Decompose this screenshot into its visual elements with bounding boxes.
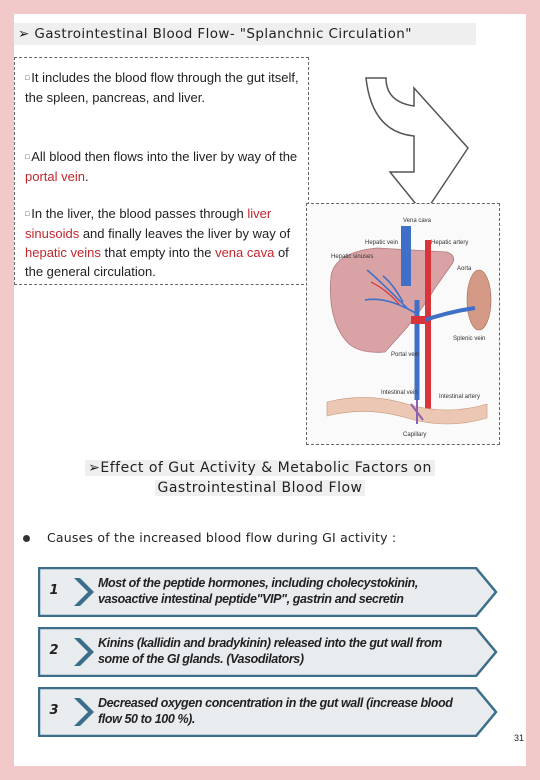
cause-number: 3 [49, 703, 59, 718]
cause-card-2 [38, 627, 498, 677]
term-hepatic-veins: hepatic veins [25, 245, 101, 261]
label-intestinal-artery: Intestinal artery [439, 394, 481, 400]
bullet-icon: □ [25, 211, 30, 219]
label-intestinal-vein: Intestinal vein [381, 390, 418, 396]
cause-number: 2 [49, 643, 59, 658]
splanchnic-circulation-figure [306, 203, 500, 445]
paragraph-2-text: All blood then flows into the liver by way of the [31, 149, 298, 164]
label-vena-cava: Vena cava [403, 218, 432, 224]
spleen-shape [467, 270, 491, 330]
paragraph-3 [25, 204, 305, 281]
cause-card-1 [38, 567, 498, 617]
term-portal-vein: portal vein [25, 169, 85, 185]
paragraph-3-text-b: and finally leaves the liver by way of [79, 226, 291, 242]
liver-circulation-diagram [307, 204, 499, 444]
paragraph-3-text-d: of the general circulation. [25, 245, 289, 280]
label-portal-vein: Portal vein [391, 352, 420, 358]
cause-card-3 [38, 687, 498, 737]
section-2-heading-line-1: ➢Effect of Gut Activity & Metabolic Factors on [85, 460, 435, 476]
label-hepatic-vein: Hepatic vein [365, 240, 399, 246]
section-2-heading-line-2: Gastrointestinal Blood Flow [155, 480, 366, 496]
causes-intro-text: Causes of the increased blood flow during GI activity : [47, 530, 397, 545]
label-hepatic-artery: Hepatic artery [431, 240, 469, 246]
bullet-dot-icon [23, 535, 30, 542]
intestine-shape [327, 397, 487, 424]
cause-text: Most of the peptide hormones, including cholecystokinin, vasoactive intestinal peptide"VIP", gastrin and secretin [98, 576, 418, 606]
label-hepatic-sinuses: Hepatic sinuses [331, 254, 374, 260]
paragraph-2-end: . [84, 169, 89, 185]
down-arrow-icon [362, 76, 472, 216]
paragraph-1 [25, 68, 305, 107]
term-liver-sinusoids: liver sinusoids [25, 206, 272, 242]
intro-text-box [14, 57, 309, 285]
section-2-heading [62, 458, 458, 498]
paragraph-1-text: It includes the blood flow through the gut itself, the spleen, pancreas, and liver. [25, 70, 299, 106]
vena-cava-vessel [401, 226, 411, 286]
paragraph-3-text-c: that empty into the [100, 245, 216, 261]
label-capillary: Capillary [403, 432, 427, 438]
aorta-vessel [425, 240, 431, 422]
liver-shape [330, 248, 453, 352]
cause-text: Decreased oxygen concentration in the gut wall (increase blood flow 50 to 100 %). [98, 696, 453, 726]
hepatic-artery-vessel [411, 316, 425, 324]
cause-number: 1 [49, 583, 59, 598]
section-heading: ➢ Gastrointestinal Blood Flow- "Splanchnic Circulation" [14, 23, 476, 45]
paragraph-2 [25, 147, 305, 186]
label-aorta: Aorta [457, 266, 472, 272]
paragraph-3-text: In the liver, the blood passes through [31, 206, 248, 221]
term-vena-cava: vena cava [215, 245, 275, 261]
causes-intro [23, 530, 396, 545]
label-splenic-vein: Splenic vein [453, 336, 486, 342]
page-number: 31 [514, 733, 525, 743]
bullet-icon: □ [25, 154, 30, 162]
cause-text: Kinins (kallidin and bradykinin) released into the gut wall from some of the GI glands. (Vasodilators) [98, 636, 442, 666]
bullet-icon: □ [25, 75, 30, 83]
